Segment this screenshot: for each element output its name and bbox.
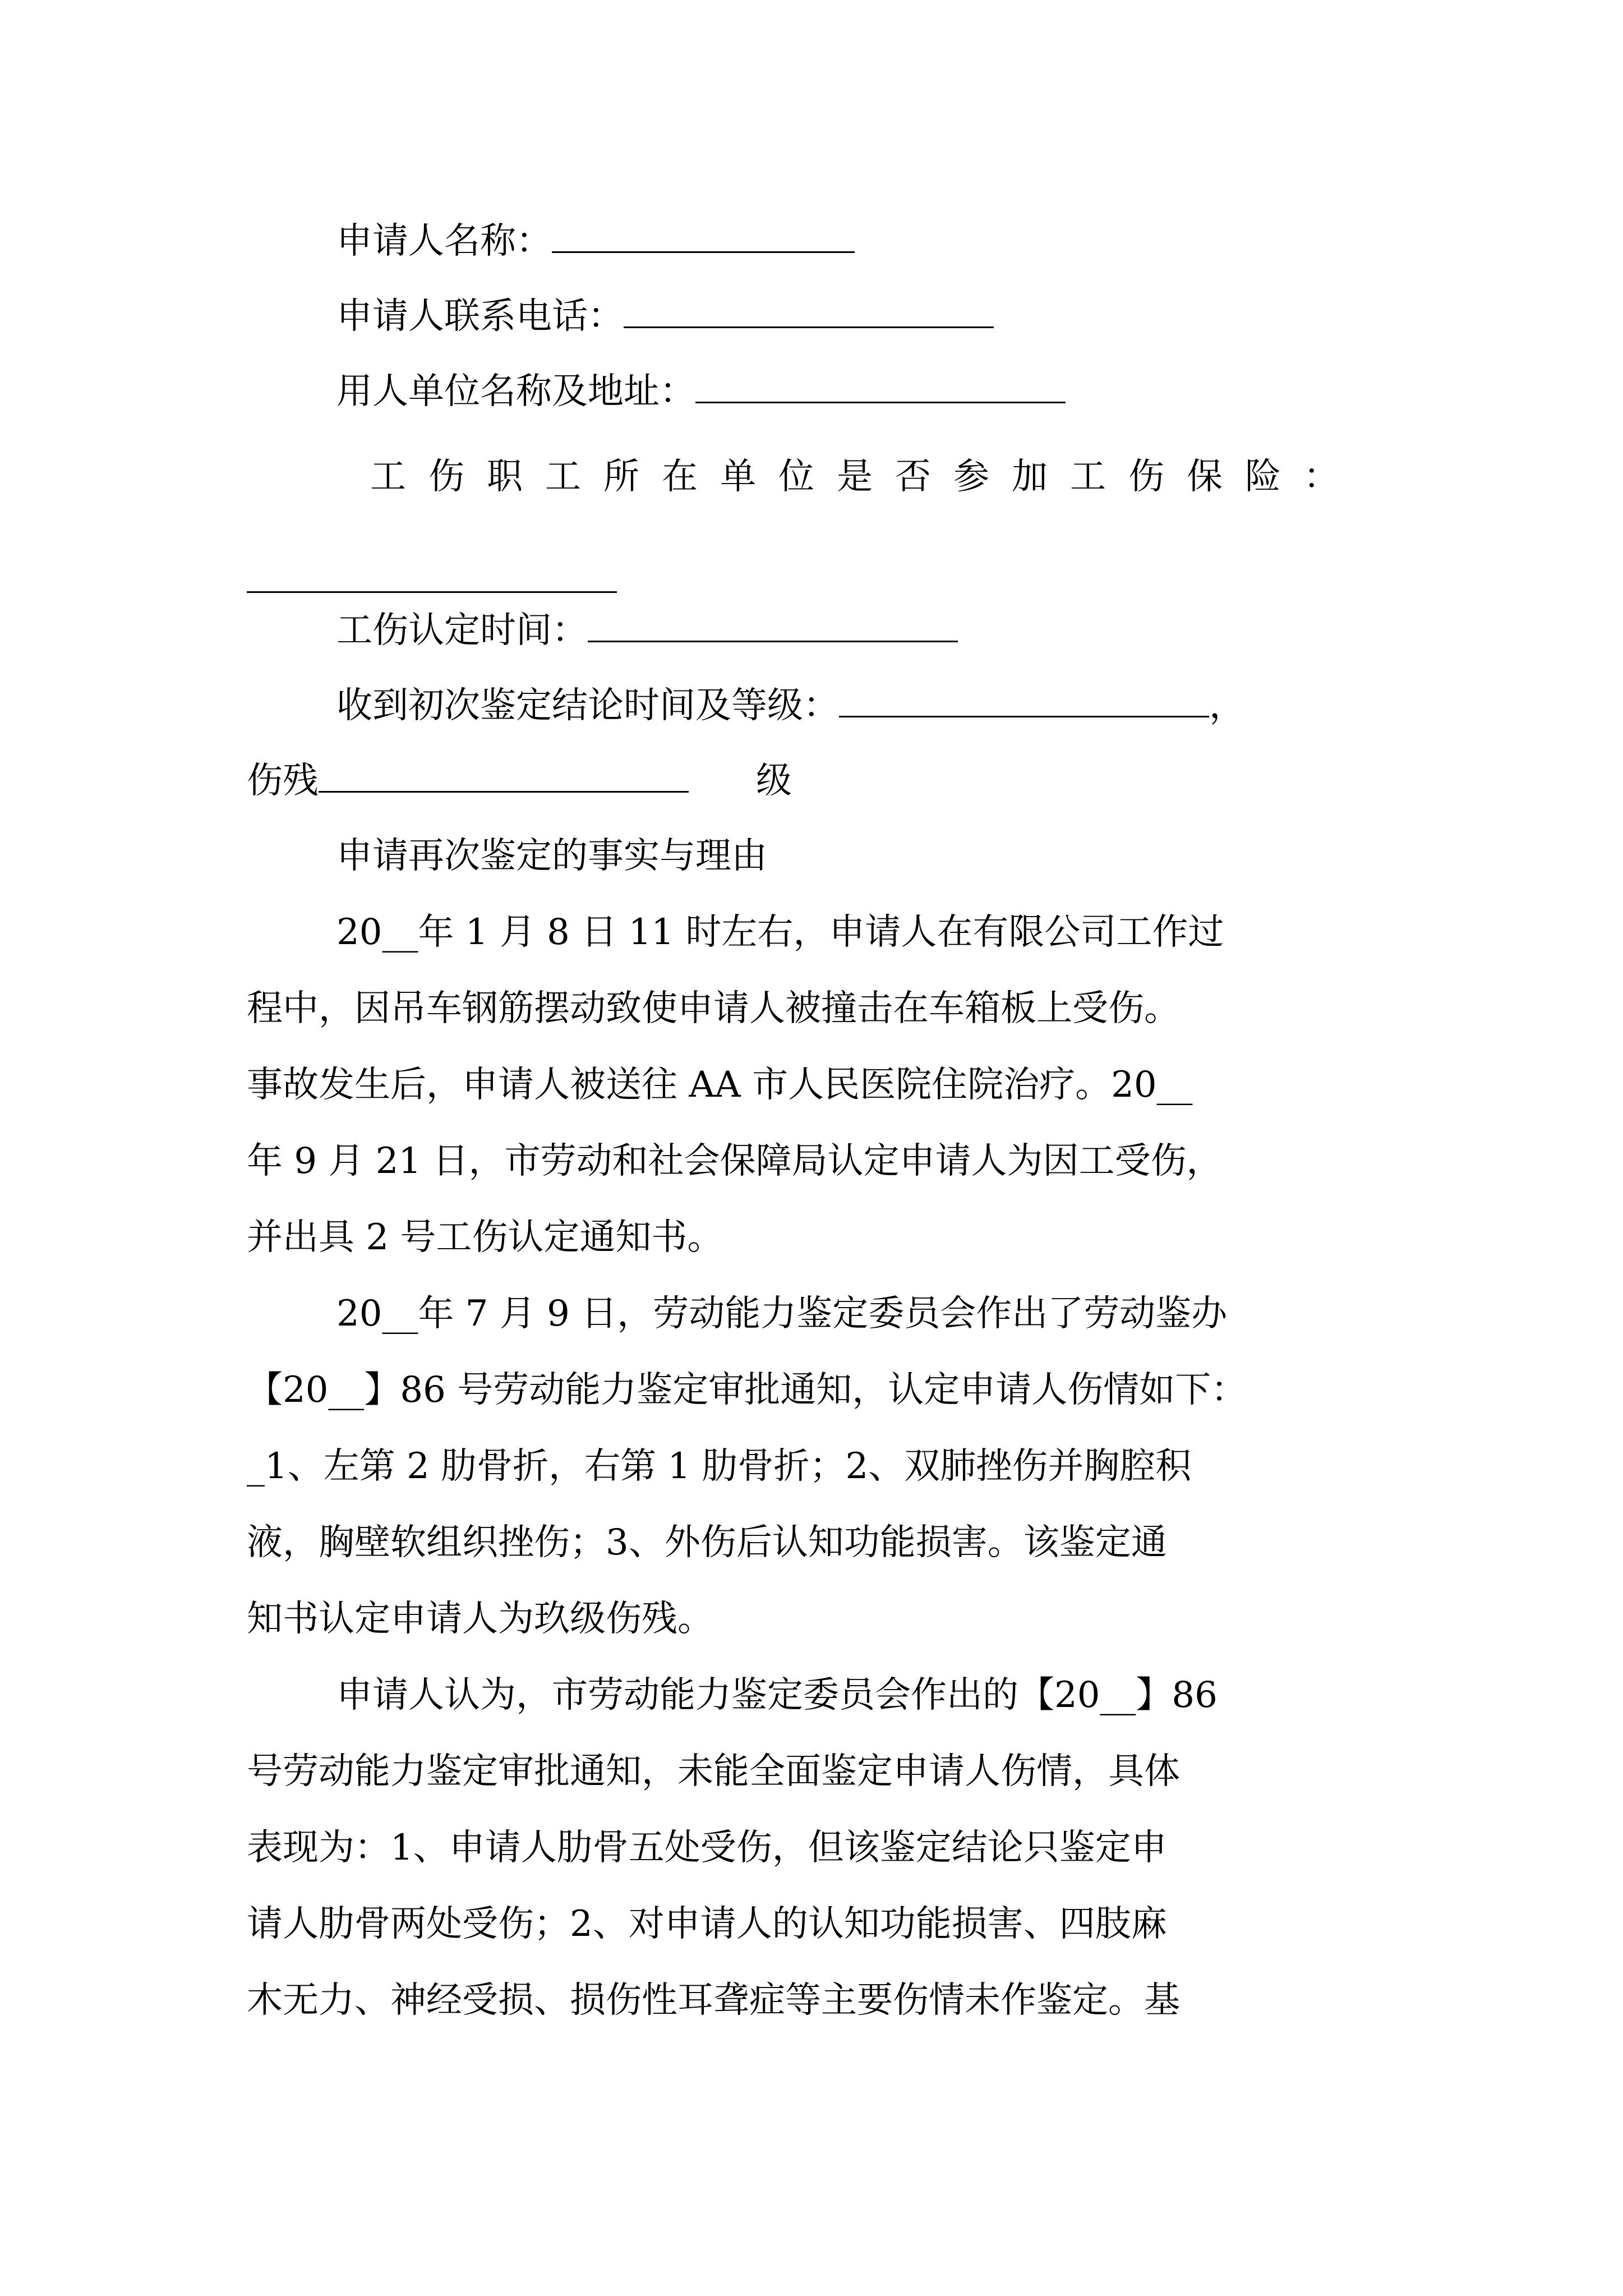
paragraph2-line: 知书认定申请人为玖级伤残。: [247, 1598, 713, 1640]
paragraph2-line: 20__年 7 月 9 日，劳动能力鉴定委员会作出了劳动鉴办: [336, 1293, 1228, 1335]
paragraph3-line: 申请人认为，市劳动能力鉴定委员会作出的【20__】86: [336, 1674, 1218, 1716]
paragraph1-line: 20__年 1 月 8 日 11 时左右，申请人在有限公司工作过: [336, 912, 1224, 953]
paragraph1-line: 事故发生后，申请人被送往 AA 市人民医院住院治疗。20__: [247, 1064, 1193, 1106]
disability-suffix: 级: [756, 760, 792, 802]
applicant-name-blank[interactable]: [552, 251, 855, 253]
employer-blank[interactable]: [695, 401, 1066, 403]
insurance-question-label: 工伤职工所在单位是否参加工伤保险：: [370, 456, 1362, 498]
paragraph1-line: 并出具 2 号工伤认定通知书。: [247, 1217, 723, 1258]
applicant-name-field: [336, 220, 855, 262]
employer-field: [336, 371, 1066, 412]
paragraph3-line: 木无力、神经受损、损伤性耳聋症等主要伤情未作鉴定。基: [247, 1980, 1180, 2021]
applicant-phone-blank[interactable]: [624, 326, 994, 328]
injury-date-blank[interactable]: [588, 640, 958, 642]
insurance-question-blank[interactable]: [247, 591, 617, 593]
injury-date-field: [336, 610, 958, 651]
employer-label: 用人单位名称及地址：: [336, 371, 695, 412]
paragraph2-line: 液，胸壁软组织挫伤；3、外伤后认知功能损害。该鉴定通: [247, 1522, 1167, 1563]
applicant-phone-label: 申请人联系电话：: [336, 296, 624, 337]
applicant-name-label: 申请人名称：: [336, 220, 552, 262]
section-title: 申请再次鉴定的事实与理由: [336, 835, 767, 877]
first-conclusion-field: [336, 685, 1245, 726]
applicant-phone-field: [336, 296, 994, 337]
disability-prefix: 伤残: [247, 760, 319, 802]
first-conclusion-blank[interactable]: [839, 715, 1209, 717]
paragraph3-line: 请人肋骨两处受伤；2、对申请人的认知功能损害、四肢麻: [247, 1903, 1167, 1945]
paragraph2-line: _1、左第 2 肋骨折，右第 1 肋骨折；2、双肺挫伤并胸腔积: [247, 1446, 1192, 1487]
disability-level-blank[interactable]: [319, 790, 689, 793]
insurance-question-blank-row: [247, 563, 617, 599]
injury-date-label: 工伤认定时间：: [336, 610, 588, 651]
paragraph3-line: 号劳动能力鉴定审批通知，未能全面鉴定申请人伤情，具体: [247, 1751, 1180, 1792]
first-conclusion-label: 收到初次鉴定结论时间及等级：: [336, 685, 839, 726]
paragraph1-line: 程中，因吊车钢筋摆动致使申请人被撞击在车箱板上受伤。: [247, 988, 1180, 1029]
paragraph1-line: 年 9 月 21 日，市劳动和社会保障局认定申请人为因工受伤，: [247, 1140, 1223, 1182]
disability-level-field: [247, 760, 792, 802]
paragraph2-line: 【20__】86 号劳动能力鉴定审批通知，认定申请人伤情如下：: [247, 1369, 1247, 1411]
first-conclusion-comma: ，: [1209, 685, 1245, 726]
paragraph3-line: 表现为：1、申请人肋骨五处受伤，但该鉴定结论只鉴定申: [247, 1827, 1167, 1869]
